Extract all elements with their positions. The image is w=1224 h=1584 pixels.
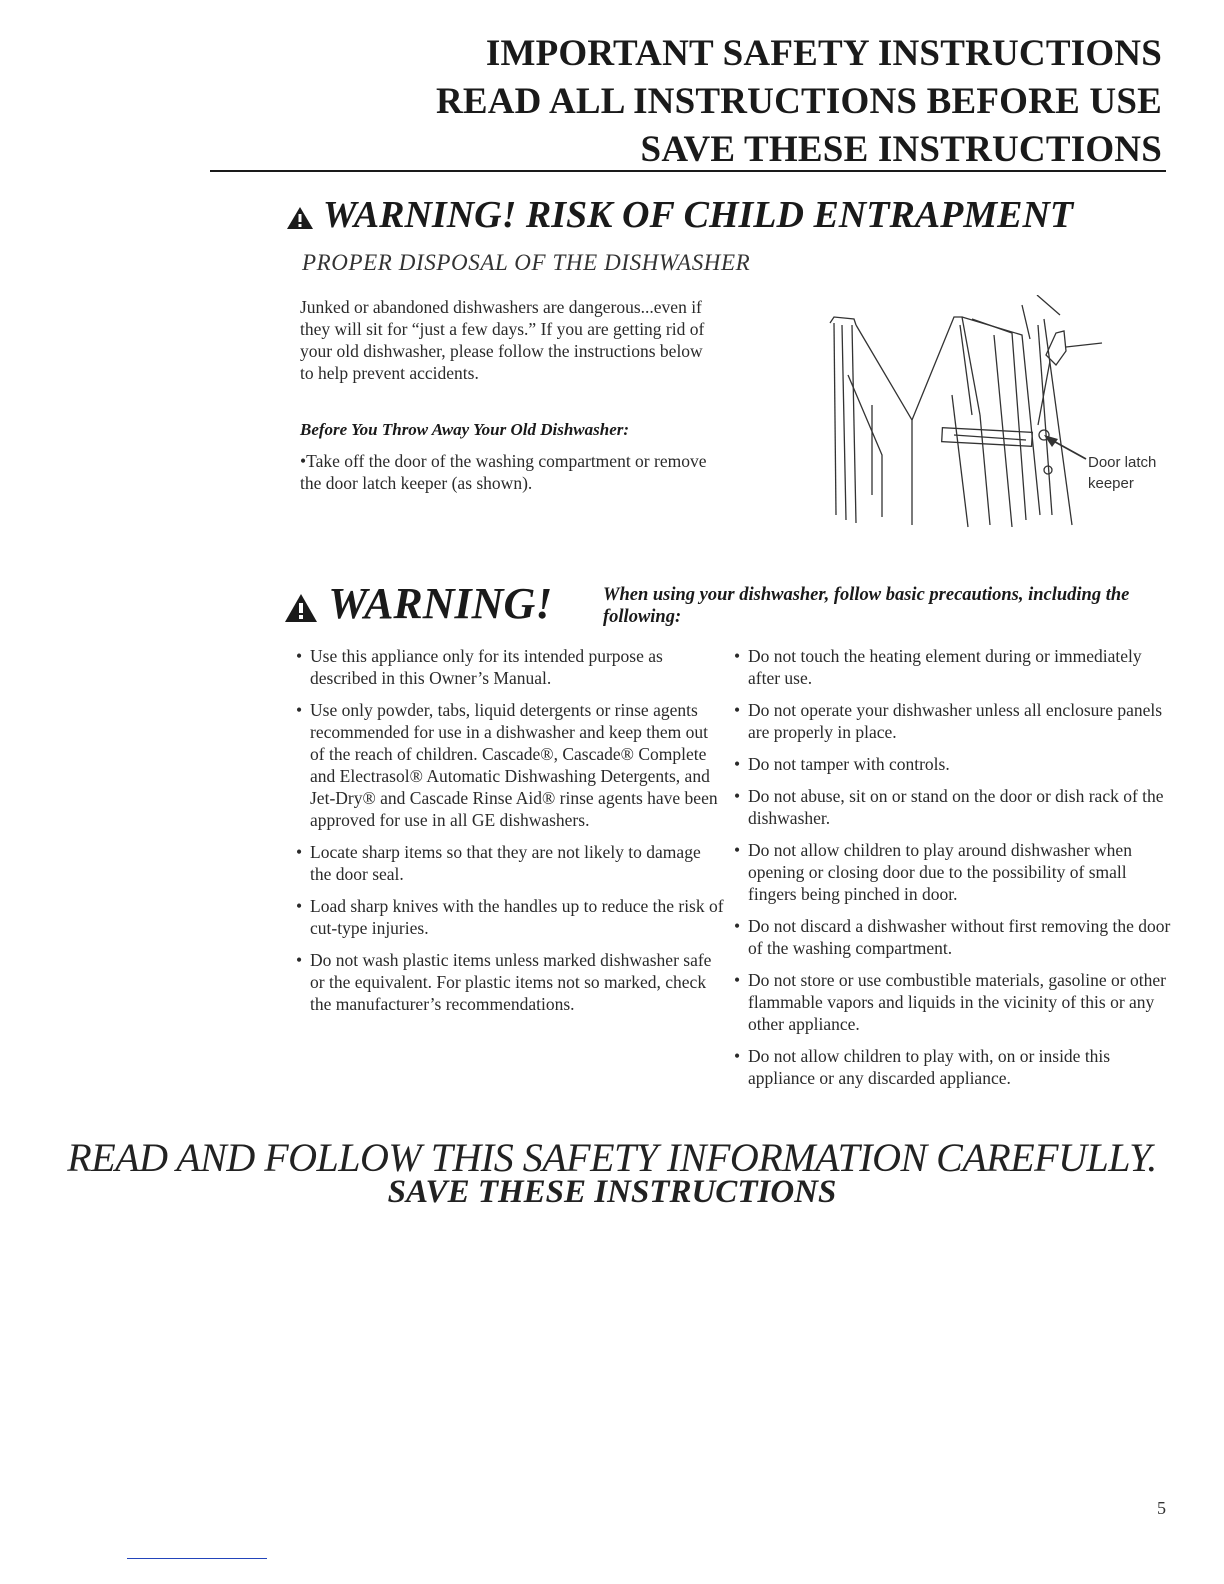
general-warning-intro: When using your dishwasher, follow basic precautions, including the following:	[603, 585, 1130, 627]
precaution-text: Do not discard a dishwasher without first removing the door of the washing compartment.	[748, 916, 1171, 958]
bullet-dot: •	[734, 916, 741, 936]
precaution-text: Do not wash plastic items unless marked dishwasher safe or the equivalent. For plastic items not so marked, check the manufacturer’s recommendations.	[310, 950, 712, 1014]
precaution-text: Do not store or use combustible materials, gasoline or other flammable vapors and liquids in the vicinity of this or any other appliance.	[748, 970, 1166, 1034]
entrapment-paragraph: Junked or abandoned dishwashers are dangerous...even if they will sit for “just a few days.” If you are getting rid of your old dishwasher, please follow the instructions below to help prevent accidents.	[300, 297, 705, 383]
bullet-dot: •	[734, 1046, 741, 1066]
header-rule	[210, 170, 1166, 172]
precaution-item	[296, 699, 726, 831]
precaution-text: Do not tamper with controls.	[748, 754, 950, 774]
footer-read-and-follow: READ AND FOLLOW THIS SAFETY INFORMATION CAREFULLY.	[67, 1135, 1157, 1180]
bullet-dot: •	[734, 970, 741, 990]
bullet-dot: •	[734, 646, 741, 666]
precaution-text: Use only powder, tabs, liquid detergents or rinse agents recommended for use in a dishwasher and keep them out of the reach of children. Cascade®, Cascade® Complete and Electrasol® Automatic Dishwashing Detergents, and Jet-Dry® and Cascade Rinse Aid® rinse agents have been approved for use in all GE dishwashers.	[310, 700, 718, 830]
precaution-item	[734, 839, 1174, 905]
precaution-item	[734, 969, 1174, 1035]
precaution-item	[734, 753, 1174, 775]
precaution-text: Do not allow children to play with, on or inside this appliance or any discarded appliance.	[748, 1046, 1111, 1088]
precaution-text: Locate sharp items so that they are not likely to damage the door seal.	[310, 842, 701, 884]
door-latch-keeper-callout: Door latch keeper	[1088, 454, 1157, 492]
precautions-left-column	[296, 645, 726, 1025]
precautions-right-column	[734, 645, 1174, 1099]
precaution-item	[734, 1045, 1174, 1089]
bullet-dot: •	[296, 842, 303, 862]
footer-save-instructions: SAVE THESE INSTRUCTIONS	[387, 1174, 837, 1210]
precaution-item	[734, 699, 1174, 743]
general-warning-title-text: WARNING!	[328, 579, 553, 628]
bullet-dot: •	[734, 700, 741, 720]
entrapment-subtitle: PROPER DISPOSAL OF THE DISHWASHER	[302, 250, 751, 275]
precaution-item	[296, 949, 726, 1015]
bottom-link-rule	[127, 1558, 267, 1559]
precaution-text: Do not touch the heating element during or immediately after use.	[748, 646, 1142, 688]
precaution-item	[296, 645, 726, 689]
precaution-text: Do not abuse, sit on or stand on the door or dish rack of the dishwasher.	[748, 786, 1164, 828]
precaution-text: Do not allow children to play around dishwasher when opening or closing door due to the possibility of small fingers being pinched in door.	[748, 840, 1132, 904]
bullet-dot: •	[296, 950, 303, 970]
entrapment-bullet	[300, 450, 730, 494]
entrapment-title-text: WARNING! RISK OF CHILD ENTRAPMENT	[322, 194, 1074, 236]
precaution-text: Load sharp knives with the handles up to reduce the risk of cut-type injuries.	[310, 896, 724, 938]
bullet-dot: •	[734, 754, 741, 774]
entrapment-warning-title	[286, 190, 1073, 240]
bullet-dot: •	[734, 786, 741, 806]
general-warning-title	[284, 578, 552, 630]
entrapment-bullet-text: Take off the door of the washing compartment or remove the door latch keeper (as shown).	[300, 451, 707, 493]
bullet-dot: •	[296, 700, 303, 720]
precaution-text: Use this appliance only for its intended purpose as described in this Owner’s Manual.	[310, 646, 663, 688]
precaution-item	[734, 785, 1174, 829]
bullet-dot: •	[300, 451, 307, 471]
header-line-3: SAVE THESE INSTRUCTIONS	[640, 129, 1162, 170]
precaution-item	[734, 915, 1174, 959]
precaution-item	[296, 841, 726, 885]
header-line-1: IMPORTANT SAFETY INSTRUCTIONS	[485, 33, 1162, 74]
page-number: 5	[1157, 1498, 1166, 1518]
bullet-dot: •	[296, 646, 303, 666]
before-throw-away-heading: Before You Throw Away Your Old Dishwasher:	[300, 420, 630, 439]
precaution-text: Do not operate your dishwasher unless all enclosure panels are properly in place.	[748, 700, 1163, 742]
dishwasher-door-illustration	[812, 295, 1152, 530]
bullet-dot: •	[296, 896, 303, 916]
precaution-item	[296, 895, 726, 939]
header-line-2: READ ALL INSTRUCTIONS BEFORE USE	[435, 81, 1162, 122]
warning-triangle-icon	[284, 592, 318, 624]
precaution-item	[734, 645, 1174, 689]
warning-triangle-icon	[286, 205, 314, 231]
bullet-dot: •	[734, 840, 741, 860]
